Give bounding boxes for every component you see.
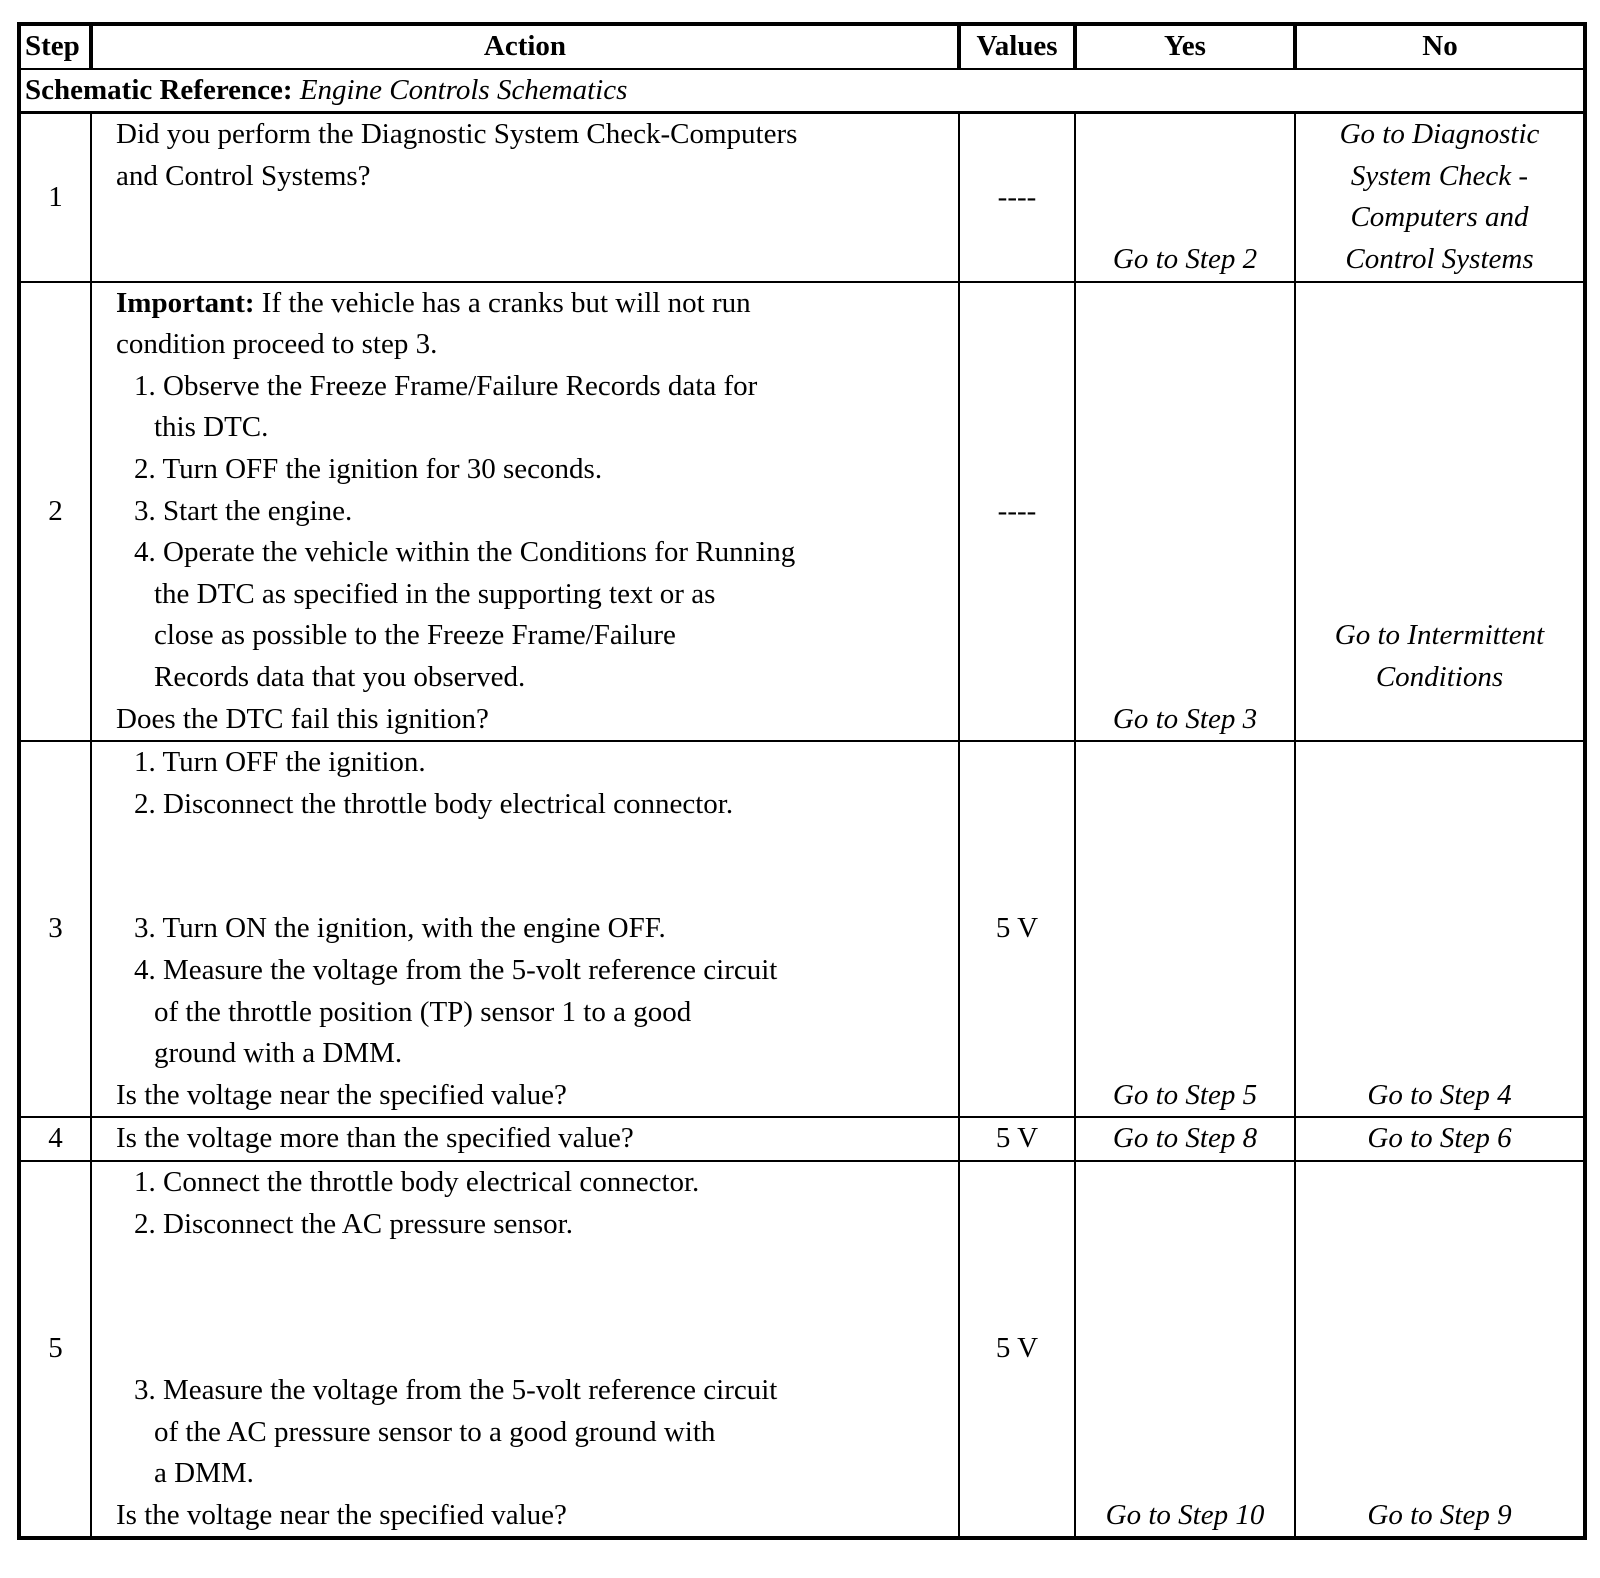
action-line: this DTC.: [154, 411, 269, 444]
action-line: 1. Connect the throttle body electrical connector.: [134, 1166, 700, 1199]
yes-link[interactable]: Go to Step 3: [1112, 702, 1258, 735]
action-line: 3. Turn ON the ignition, with the engine OFF.: [134, 912, 666, 945]
diagnostic-table: [17, 22, 1587, 1540]
no-cell: [1295, 113, 1585, 282]
no-cell: [1295, 1161, 1585, 1538]
yes-cell: [1075, 282, 1295, 742]
no-link-line[interactable]: Conditions: [1375, 660, 1504, 693]
yes-link[interactable]: Go to Step 2: [1112, 242, 1258, 275]
values-cell: 5 V: [959, 1117, 1075, 1161]
values-cell: ----: [959, 282, 1075, 742]
schematic-reference-row: [19, 69, 1585, 113]
header-step: Step: [19, 24, 91, 69]
action-line: 3. Start the engine.: [134, 494, 353, 527]
no-link-line[interactable]: Go to Diagnostic: [1339, 118, 1540, 151]
action-line: of the AC pressure sensor to a good ground with: [154, 1415, 716, 1448]
action-line: and Control Systems?: [116, 159, 371, 192]
action-line: a DMM.: [154, 1457, 254, 1490]
step-number: 1: [19, 113, 91, 282]
no-cell: [1295, 282, 1585, 742]
action-line: 1. Observe the Freeze Frame/Failure Records data for: [134, 369, 758, 402]
action-question: Is the voltage near the specified value?: [116, 1078, 567, 1111]
no-link[interactable]: [1296, 615, 1583, 698]
yes-cell: [1075, 1161, 1295, 1538]
no-link[interactable]: Go to Step 6: [1295, 1117, 1585, 1161]
no-link-line[interactable]: System Check -: [1350, 159, 1529, 192]
important-text: If the vehicle has a cranks but will not run: [254, 286, 751, 319]
action-line: 1. Turn OFF the ignition.: [134, 746, 426, 779]
action-cell: [91, 113, 959, 282]
table-row: [19, 741, 1585, 1117]
header-action: Action: [91, 24, 959, 69]
yes-link[interactable]: Go to Step 5: [1112, 1078, 1258, 1111]
action-cell: [91, 1161, 959, 1538]
no-link-line[interactable]: Computers and: [1350, 201, 1529, 234]
values-cell: ----: [959, 113, 1075, 282]
yes-link[interactable]: Go to Step 10: [1105, 1498, 1265, 1531]
spacer: [116, 1245, 958, 1370]
action-line: of the throttle position (TP) sensor 1 to a good: [154, 995, 692, 1028]
action-line: Records data that you observed.: [154, 660, 526, 693]
no-link-line[interactable]: Go to Intermittent: [1334, 619, 1545, 652]
header-yes: Yes: [1075, 24, 1295, 69]
action-line: ground with a DMM.: [154, 1037, 403, 1070]
values-cell: 5 V: [959, 741, 1075, 1117]
yes-link[interactable]: Go to Step 8: [1075, 1117, 1295, 1161]
action-line: Did you perform the Diagnostic System Check-Computers: [116, 118, 798, 151]
action-line: 2. Disconnect the throttle body electrical connector.: [134, 787, 734, 820]
action-question: Does the DTC fail this ignition?: [116, 702, 489, 735]
table-row: [19, 1161, 1585, 1538]
table-row: [19, 113, 1585, 282]
important-label: Important:: [116, 286, 255, 319]
action-question: Is the voltage near the specified value?: [116, 1498, 567, 1531]
step-number: 4: [19, 1117, 91, 1161]
step-number: 5: [19, 1161, 91, 1538]
step-number: 3: [19, 741, 91, 1117]
yes-cell: [1075, 113, 1295, 282]
no-link[interactable]: Go to Step 9: [1367, 1498, 1512, 1531]
yes-cell: [1075, 741, 1295, 1117]
values-cell: 5 V: [959, 1161, 1075, 1538]
action-line: 4. Operate the vehicle within the Conditions for Running: [134, 536, 796, 569]
no-cell: [1295, 741, 1585, 1117]
schematic-reference: [19, 69, 1585, 113]
action-line: close as possible to the Freeze Frame/Failure: [154, 619, 676, 652]
action-line: 3. Measure the voltage from the 5-volt reference circuit: [134, 1374, 778, 1407]
table-row: [19, 1117, 1585, 1161]
spacer: [116, 825, 958, 908]
important-line: [116, 283, 958, 325]
schematic-link[interactable]: Engine Controls Schematics: [299, 73, 628, 106]
schematic-label: Schematic Reference:: [25, 73, 293, 106]
action-line: 4. Measure the voltage from the 5-volt reference circuit: [134, 954, 778, 987]
no-link[interactable]: Go to Step 4: [1367, 1078, 1512, 1111]
action-line: the DTC as specified in the supporting text or as: [154, 577, 716, 610]
table-row: [19, 282, 1585, 742]
action-cell: Is the voltage more than the specified value?: [91, 1117, 959, 1161]
action-line: condition proceed to step 3.: [116, 328, 438, 361]
action-line: 2. Disconnect the AC pressure sensor.: [134, 1207, 573, 1240]
header-no: No: [1295, 24, 1585, 69]
step-number: 2: [19, 282, 91, 742]
action-line: 2. Turn OFF the ignition for 30 seconds.: [134, 452, 603, 485]
action-cell: [91, 741, 959, 1117]
no-link-line[interactable]: Control Systems: [1345, 242, 1534, 275]
action-cell: [91, 282, 959, 742]
header-row: [19, 24, 1585, 69]
header-values: Values: [959, 24, 1075, 69]
